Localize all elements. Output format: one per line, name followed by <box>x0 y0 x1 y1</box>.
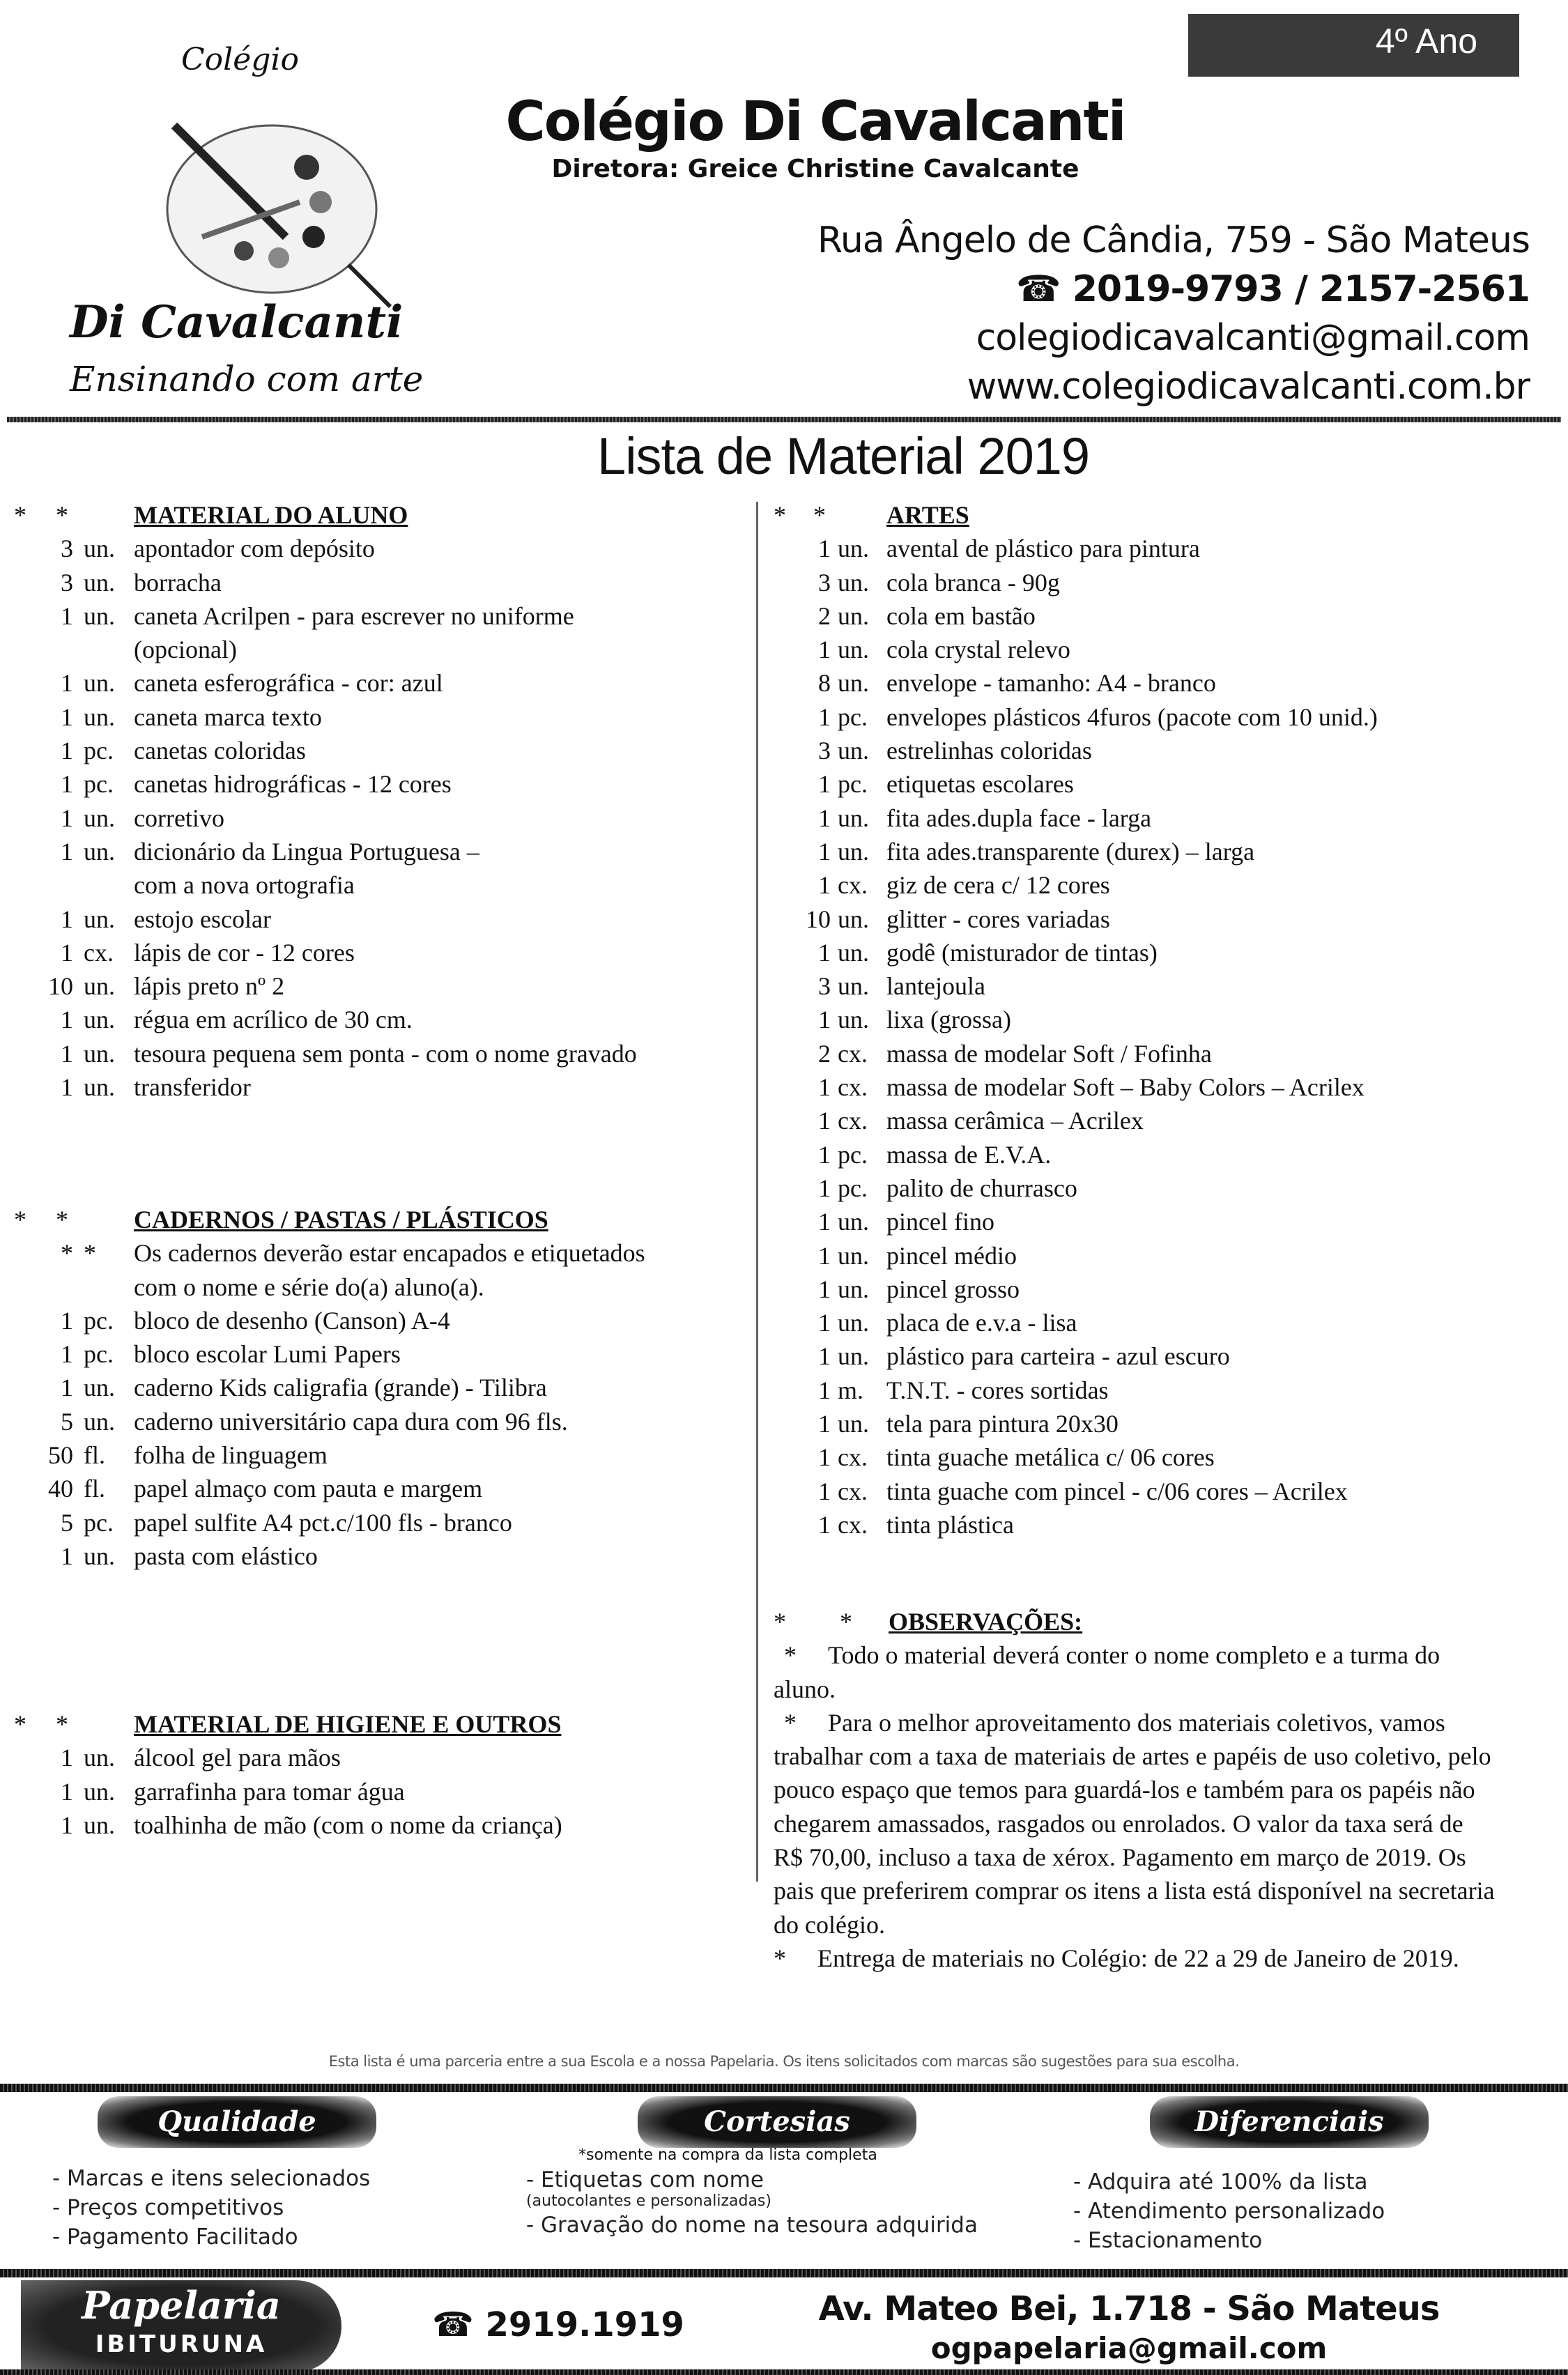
item-description: corretivo <box>134 804 224 832</box>
diferenciais-item: - Adquira até 100% da lista <box>1073 2169 1368 2195</box>
item-description: massa de modelar Soft – Baby Colors – Acrilex <box>886 1073 1365 1102</box>
list-item <box>14 1438 753 1472</box>
item-unit: un. <box>838 1241 869 1270</box>
item-description: dicionário da Lingua Portuguesa – <box>134 837 479 866</box>
item-quantity: 1 <box>818 1275 831 1303</box>
list-item <box>14 835 753 868</box>
item-quantity: 1 <box>61 601 73 630</box>
footer-divider <box>0 2269 1568 2277</box>
list-item <box>774 1440 1554 1474</box>
observation-text: Para o melhor aproveitamento dos materiais coletivos, vamos trabalhar com a taxa de materiais de artes e papéis de uso coletivo, pelo pouco espaço que temos para guardá-los e também para os papéis não chegarem amassados, rasgados ou enrolados. O valor da taxa será de R$ 70,00, incluso a taxa de xérox. Pagamento em março de 2019. Os pais que preferirem comprar os itens a lista está disponível na secretaria do colégio. <box>774 1708 1495 1939</box>
item-description: envelopes plásticos 4furos (pacote com 10 unid.) <box>886 702 1378 731</box>
item-description: pincel fino <box>886 1208 994 1236</box>
list-item <box>14 666 753 700</box>
item-description: placa de e.v.a - lisa <box>886 1309 1077 1337</box>
footer-divider <box>0 2084 1568 2092</box>
list-item <box>14 936 753 969</box>
section-header: * * CADERNOS / PASTAS / PLÁSTICOS <box>14 1203 753 1236</box>
item-quantity: 1 <box>818 837 831 866</box>
item-unit: pc. <box>84 1306 114 1335</box>
item-unit: un. <box>838 568 869 597</box>
item-description: papel sulfite A4 pct.c/100 fls - branco <box>134 1508 512 1537</box>
item-unit: un. <box>84 669 115 698</box>
item-unit: un. <box>84 1744 115 1772</box>
item-unit: un. <box>84 1073 115 1102</box>
list-item <box>774 1508 1554 1542</box>
item-description: bloco de desenho (Canson) A-4 <box>134 1306 450 1335</box>
item-description: lápis preto nº 2 <box>134 972 285 1001</box>
item-description: canetas coloridas <box>134 737 306 765</box>
school-address: Rua Ângelo de Cândia, 759 - São Mateus <box>817 220 1530 261</box>
list-item <box>774 1239 1554 1273</box>
item-description: tela para pintura 20x30 <box>886 1410 1119 1438</box>
item-unit: pc. <box>838 702 868 731</box>
list-item <box>14 801 753 835</box>
list-item <box>774 767 1554 801</box>
list-item <box>14 868 753 902</box>
item-description: tinta plástica <box>886 1510 1014 1539</box>
section-cadernos <box>14 1203 753 1573</box>
item-quantity: 1 <box>61 1811 73 1839</box>
item-unit: un. <box>84 568 115 597</box>
item-description: borracha <box>134 568 222 597</box>
item-description: apontador com depósito <box>134 535 375 563</box>
item-quantity: 1 <box>818 1174 831 1202</box>
item-unit: cx. <box>838 871 868 900</box>
item-unit: fl. <box>84 1441 105 1470</box>
diferenciais-list <box>1073 2167 1385 2255</box>
item-unit: un. <box>84 702 115 731</box>
list-item <box>774 1407 1554 1440</box>
item-quantity: 1 <box>818 1006 831 1034</box>
item-quantity: 5 <box>61 1407 73 1436</box>
section-higiene <box>14 1707 753 1842</box>
school-logo <box>42 28 460 418</box>
item-description: pincel grosso <box>886 1275 1020 1303</box>
item-unit: un. <box>84 804 115 832</box>
item-quantity: 1 <box>61 1744 73 1772</box>
item-description: avental de plástico para pintura <box>886 535 1200 563</box>
list-item <box>774 734 1554 767</box>
item-quantity: 1 <box>818 804 831 832</box>
item-quantity: 1 <box>61 1306 73 1335</box>
item-quantity: 2 <box>818 1039 831 1068</box>
qualidade-item: - Pagamento Facilitado <box>52 2224 298 2250</box>
section-title: CADERNOS / PASTAS / PLÁSTICOS <box>134 1206 548 1233</box>
item-quantity: 1 <box>61 1542 73 1570</box>
item-quantity: 40 <box>48 1475 73 1503</box>
section-header: * * ARTES <box>774 498 1554 532</box>
item-unit: un. <box>838 669 869 698</box>
list-item <box>774 1273 1554 1306</box>
list-item <box>774 868 1554 902</box>
list-item <box>14 1003 753 1036</box>
item-unit: un. <box>838 1275 869 1303</box>
item-description: caderno Kids caligrafia (grande) - Tilibra <box>134 1374 547 1402</box>
item-quantity: 1 <box>818 1477 831 1505</box>
item-description: pasta com elástico <box>134 1542 318 1570</box>
section-title: MATERIAL DO ALUNO <box>134 501 408 529</box>
item-quantity: 1 <box>818 1376 831 1404</box>
list-item <box>14 1236 753 1270</box>
badge-cortesias: Cortesias <box>638 2096 916 2148</box>
item-quantity: 1 <box>61 905 73 933</box>
phones-text: 2019-9793 / 2157-2561 <box>1072 268 1530 310</box>
phone-icon: ☎ <box>432 2305 486 2344</box>
store-phone <box>432 2305 684 2344</box>
item-description: lantejoula <box>886 972 985 1001</box>
item-quantity: 1 <box>61 669 73 698</box>
item-description: pincel médio <box>886 1241 1017 1270</box>
store-address: Av. Mateo Bei, 1.718 - São Mateus <box>818 2289 1440 2328</box>
item-description: toalhinha de mão (com o nome da criança) <box>134 1811 562 1839</box>
section-material-aluno <box>14 498 753 1104</box>
item-unit: un. <box>838 804 869 832</box>
item-quantity: 10 <box>806 905 831 933</box>
item-quantity: 1 <box>818 1073 831 1102</box>
store-name: Papelaria <box>82 2283 281 2328</box>
observations: * * OBSERVAÇÕES: * Todo o material deverá conter o nome completo e a turma do aluno. * Para o melhor aproveitamento dos materiais coletivos, vamos trabalhar com a taxa de materiais de artes e papéis de uso coletivo, pelo pouco espaço que temos para guardá-los e também para os papéis não chegarem amassados, rasgados ou enrolados. O valor da taxa será de R$ 70,00, incluso a taxa de xérox. Pagamento em março de 2019. Os pais que preferirem comprar os itens a lista está disponível na secretaria do colégio. * Entrega de materiais no Colégio: de 22 a 29 de Janeiro de 2019. <box>774 1605 1498 1975</box>
item-description: massa de E.V.A. <box>886 1140 1052 1169</box>
item-unit: un. <box>84 535 115 563</box>
list-item <box>14 700 753 734</box>
item-description: bloco escolar Lumi Papers <box>134 1340 401 1369</box>
item-quantity: 1 <box>61 1039 73 1068</box>
item-quantity: 1 <box>61 1777 73 1806</box>
item-quantity: 3 <box>61 568 73 597</box>
item-description: palito de churrasco <box>886 1174 1077 1202</box>
item-quantity: 1 <box>61 1073 73 1102</box>
list-item <box>14 1405 753 1438</box>
cortesias-item: - Gravação do nome na tesoura adquirida <box>526 2213 978 2238</box>
item-unit: cx. <box>838 1443 868 1472</box>
item-description: cola branca - 90g <box>886 568 1060 597</box>
column-divider <box>756 502 758 1882</box>
item-quantity: 1 <box>818 1443 831 1472</box>
item-quantity: 1 <box>61 1340 73 1369</box>
section-title: MATERIAL DE HIGIENE E OUTROS <box>134 1710 562 1738</box>
qualidade-list <box>52 2164 370 2252</box>
item-unit: m. <box>838 1376 864 1404</box>
item-quantity: 5 <box>61 1508 73 1537</box>
item-description: tinta guache metálica c/ 06 cores <box>886 1443 1215 1472</box>
item-unit: pc. <box>838 770 868 799</box>
item-quantity: 1 <box>61 1006 73 1034</box>
list-item <box>774 1171 1554 1205</box>
item-description: tesoura pequena sem ponta - com o nome gravado <box>134 1039 637 1068</box>
item-unit: un. <box>838 601 869 630</box>
item-description: cola crystal relevo <box>886 636 1070 664</box>
item-description: cola em bastão <box>886 601 1036 630</box>
grade-badge: 4º Ano <box>1188 14 1519 77</box>
item-unit: un. <box>838 938 869 967</box>
item-quantity: 3 <box>61 535 73 563</box>
list-item <box>14 1037 753 1070</box>
list-item <box>774 1205 1554 1238</box>
observation-text: Todo o material deverá conter o nome completo e a turma do aluno. <box>774 1641 1440 1703</box>
partnership-disclaimer: Esta lista é uma parceria entre a sua Escola e a nossa Papelaria. Os itens solicitados com marcas são sugestões para sua escolha. <box>328 2053 1240 2070</box>
item-quantity: 1 <box>818 1410 831 1438</box>
item-quantity: * <box>61 1239 73 1268</box>
observation-item: * Entrega de materiais no Colégio: de 22 a 29 de Janeiro de 2019. <box>774 1944 1459 1972</box>
item-unit: pc. <box>84 1508 114 1537</box>
item-description: T.N.T. - cores sortidas <box>886 1376 1109 1404</box>
observation-text: Entrega de materiais no Colégio: de 22 a 29 de Janeiro de 2019. <box>817 1944 1459 1972</box>
list-item <box>14 1337 753 1371</box>
item-unit: * <box>84 1239 96 1268</box>
observations-title: OBSERVAÇÕES: <box>889 1608 1083 1636</box>
logo-text-name: Di Cavalcanti <box>70 296 403 348</box>
list-item <box>774 1003 1554 1036</box>
item-quantity: 3 <box>818 737 831 765</box>
item-description: caneta Acrilpen - para escrever no uniforme <box>134 601 574 630</box>
item-quantity: 50 <box>48 1441 73 1470</box>
item-unit: cx. <box>838 1107 868 1135</box>
badge-diferenciais: Diferenciais <box>1150 2096 1429 2148</box>
item-description: caneta marca texto <box>134 702 322 731</box>
list-item <box>774 902 1554 936</box>
item-quantity: 1 <box>61 837 73 866</box>
section-title: ARTES <box>886 501 969 529</box>
item-description: canetas hidrográficas - 12 cores <box>134 770 452 799</box>
item-unit: cx. <box>838 1477 868 1505</box>
list-item <box>14 532 753 565</box>
list-item <box>14 1472 753 1505</box>
item-unit: cx. <box>838 1510 868 1539</box>
item-quantity: 1 <box>61 1374 73 1402</box>
observation-item: * Para o melhor aproveitamento dos materiais coletivos, vamos trabalhar com a taxa de materiais de artes e papéis de uso coletivo, pelo pouco espaço que temos para guardá-los e também para os papéis não chegarem amassados, rasgados ou enrolados. O valor da taxa será de R$ 70,00, incluso a taxa de xérox. Pagamento em março de 2019. Os pais que preferirem comprar os itens a lista está disponível na secretaria do colégio. <box>774 1708 1495 1939</box>
list-item <box>14 902 753 936</box>
school-phones <box>1016 268 1530 310</box>
badge-qualidade: Qualidade <box>98 2096 376 2148</box>
item-quantity: 1 <box>818 535 831 563</box>
item-unit: un. <box>838 1006 869 1034</box>
section-header: * * MATERIAL DO ALUNO <box>14 498 753 532</box>
item-unit: un. <box>84 601 115 630</box>
item-unit: pc. <box>838 1140 868 1169</box>
list-item <box>774 666 1554 700</box>
list-item <box>774 633 1554 666</box>
logo-text-top: Colégio <box>181 42 299 77</box>
item-description: etiquetas escolares <box>886 770 1074 799</box>
observation-item: * Todo o material deverá conter o nome completo e a turma do aluno. <box>774 1641 1440 1703</box>
item-unit: un. <box>838 1208 869 1236</box>
item-unit: un. <box>84 837 115 866</box>
item-unit: un. <box>838 837 869 866</box>
list-item <box>14 599 753 633</box>
store-email[interactable]: ogpapelaria@gmail.com <box>930 2331 1328 2365</box>
item-quantity: 1 <box>818 770 831 799</box>
list-item <box>14 1506 753 1539</box>
item-quantity: 1 <box>818 702 831 731</box>
item-description: fita ades.transparente (durex) – larga <box>886 837 1255 866</box>
list-item <box>14 1371 753 1404</box>
item-quantity: 1 <box>61 938 73 967</box>
item-quantity: 1 <box>818 871 831 900</box>
qualidade-item: - Marcas e itens selecionados <box>52 2166 371 2191</box>
item-description: transferidor <box>134 1073 251 1102</box>
store-phone-text: 2919.1919 <box>485 2305 684 2344</box>
item-unit: cx. <box>84 938 114 967</box>
list-item <box>14 633 753 666</box>
cortesias-item: - Etiquetas com nome <box>526 2167 764 2192</box>
list-item <box>774 1475 1554 1508</box>
list-item <box>774 1339 1554 1373</box>
item-unit: un. <box>84 1542 115 1570</box>
item-unit: pc. <box>838 1174 868 1202</box>
item-unit: pc. <box>84 1340 114 1369</box>
item-quantity: 1 <box>818 1241 831 1270</box>
diferenciais-item: - Estacionamento <box>1073 2228 1263 2253</box>
list-item <box>774 532 1554 565</box>
item-unit: un. <box>838 737 869 765</box>
item-description: massa de modelar Soft / Fofinha <box>886 1039 1212 1068</box>
item-quantity: 2 <box>818 601 831 630</box>
page-title: Lista de Material 2019 <box>597 427 1090 485</box>
item-description: godê (misturador de tintas) <box>886 938 1158 967</box>
item-description: lixa (grossa) <box>886 1006 1011 1034</box>
item-quantity: 1 <box>818 1510 831 1539</box>
item-description: glitter - cores variadas <box>886 905 1110 933</box>
item-quantity: 1 <box>818 1140 831 1169</box>
item-unit: un. <box>838 1342 869 1371</box>
list-item <box>774 835 1554 868</box>
item-quantity: 1 <box>61 770 73 799</box>
item-unit: un. <box>84 905 115 933</box>
school-website[interactable]: www.colegiodicavalcanti.com.br <box>967 366 1530 408</box>
item-unit: un. <box>84 1811 115 1839</box>
item-unit: pc. <box>84 737 114 765</box>
item-unit: fl. <box>84 1475 105 1503</box>
item-description: caneta esferográfica - cor: azul <box>134 669 443 698</box>
item-unit: un. <box>84 1407 115 1436</box>
item-quantity: 1 <box>61 702 73 731</box>
item-quantity: 3 <box>818 568 831 597</box>
item-description: (opcional) <box>134 636 237 664</box>
list-item <box>14 767 753 801</box>
item-description: tinta guache com pincel - c/06 cores – Acrilex <box>886 1477 1348 1505</box>
section-header: * * MATERIAL DE HIGIENE E OUTROS <box>14 1707 753 1741</box>
item-description: com a nova ortografia <box>134 871 355 900</box>
list-item <box>774 1138 1554 1171</box>
list-item <box>774 1306 1554 1339</box>
item-unit: un. <box>838 535 869 563</box>
item-unit: un. <box>84 1006 115 1034</box>
cortesias-note: *somente na compra da lista completa <box>578 2146 877 2164</box>
phone-icon: ☎ <box>1015 268 1073 310</box>
item-description: folha de linguagem <box>134 1441 328 1470</box>
item-unit: cx. <box>838 1039 868 1068</box>
list-item <box>14 1775 753 1808</box>
list-item <box>14 566 753 599</box>
list-item <box>774 1037 1554 1070</box>
item-description: estojo escolar <box>134 905 271 933</box>
item-quantity: 1 <box>818 1309 831 1337</box>
school-email[interactable]: colegiodicavalcanti@gmail.com <box>976 317 1530 359</box>
item-unit: un. <box>838 636 869 664</box>
item-unit: un. <box>838 1410 869 1438</box>
item-description: plástico para carteira - azul escuro <box>886 1342 1230 1371</box>
list-item <box>774 700 1554 734</box>
list-item <box>774 969 1554 1003</box>
item-description: garrafinha para tomar água <box>134 1777 405 1806</box>
item-description: envelope - tamanho: A4 - branco <box>886 669 1216 698</box>
list-item <box>774 599 1554 633</box>
item-unit: cx. <box>838 1073 868 1102</box>
store-logo <box>21 2280 341 2372</box>
logo-tagline: Ensinando com arte <box>70 359 424 399</box>
list-item <box>14 1539 753 1573</box>
cortesias-item-sub: (autocolantes e personalizadas) <box>526 2192 771 2210</box>
section-artes <box>774 498 1554 1542</box>
cortesias-list <box>526 2167 978 2240</box>
item-description: massa cerâmica – Acrilex <box>886 1107 1144 1135</box>
item-unit: pc. <box>84 770 114 799</box>
item-quantity: 1 <box>818 1107 831 1135</box>
item-unit: un. <box>838 972 869 1001</box>
item-description: régua em acrílico de 30 cm. <box>134 1006 413 1034</box>
list-item <box>774 566 1554 599</box>
list-item <box>774 801 1554 835</box>
item-unit: un. <box>84 1039 115 1068</box>
item-description: álcool gel para mãos <box>134 1744 341 1772</box>
item-unit: un. <box>838 905 869 933</box>
list-item <box>14 734 753 767</box>
item-quantity: 1 <box>818 938 831 967</box>
school-name: Colégio Di Cavalcanti <box>505 91 1125 153</box>
item-quantity: 1 <box>818 1342 831 1371</box>
list-item <box>774 936 1554 969</box>
item-quantity: 8 <box>818 669 831 698</box>
list-item <box>14 1070 753 1104</box>
item-unit: un. <box>84 1374 115 1402</box>
list-item <box>774 1104 1554 1137</box>
item-description: estrelinhas coloridas <box>886 737 1092 765</box>
item-quantity: 1 <box>61 737 73 765</box>
footer-bottom-rule <box>0 2369 1568 2375</box>
item-quantity: 1 <box>61 804 73 832</box>
list-item <box>14 1270 753 1304</box>
list-item <box>14 1741 753 1774</box>
item-description: caderno universitário capa dura com 96 fls. <box>134 1407 568 1436</box>
qualidade-item: - Preços competitivos <box>52 2195 284 2220</box>
item-quantity: 10 <box>48 972 73 1001</box>
item-quantity: 1 <box>818 1208 831 1236</box>
list-item <box>774 1374 1554 1407</box>
item-description: fita ades.dupla face - larga <box>886 804 1152 832</box>
item-description: lápis de cor - 12 cores <box>134 938 355 967</box>
item-description: papel almaço com pauta e margem <box>134 1475 483 1503</box>
diferenciais-item: - Atendimento personalizado <box>1073 2199 1385 2224</box>
item-unit: un. <box>84 1777 115 1806</box>
item-description: giz de cera c/ 12 cores <box>886 871 1110 900</box>
list-item <box>14 969 753 1003</box>
list-item <box>14 1304 753 1337</box>
list-item <box>14 1808 753 1842</box>
item-description: com o nome e série do(a) aluno(a). <box>134 1273 484 1301</box>
item-unit: un. <box>84 972 115 1001</box>
item-unit: un. <box>838 1309 869 1337</box>
director: Diretora: Greice Christine Cavalcante <box>551 155 1079 183</box>
item-description: Os cadernos deverão estar encapados e etiquetados <box>134 1239 645 1268</box>
header-divider <box>7 417 1561 422</box>
store-name-sub: IBITURUNA <box>95 2330 268 2358</box>
list-item <box>774 1070 1554 1104</box>
item-quantity: 1 <box>818 636 831 664</box>
item-quantity: 3 <box>818 972 831 1001</box>
